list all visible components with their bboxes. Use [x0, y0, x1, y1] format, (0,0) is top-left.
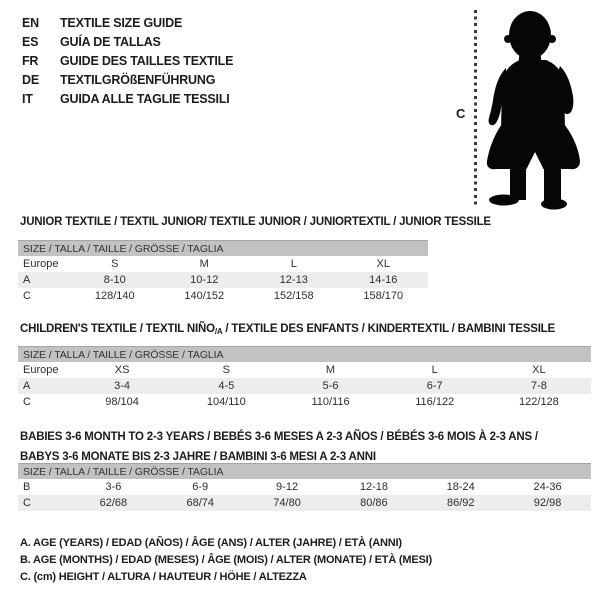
legend-footnotes — [20, 537, 432, 588]
title-text: / TEXTILE DES ENFANTS / KINDERTEXTIL / BAMBINI TESSILE — [222, 323, 555, 335]
language-code: FR — [22, 53, 39, 68]
cell: 116/122 — [415, 396, 455, 408]
title-text: CHILDREN'S TEXTILE / TEXTIL NIÑO — [20, 323, 215, 335]
cell: 14-16 — [369, 274, 398, 286]
language-row — [22, 70, 233, 89]
title-line-2: BABYS 3-6 MONATE BIS 2-3 JAHRE / BAMBINI 3-6 MESI A 2-3 ANNI — [20, 451, 376, 463]
cell: 3-6 — [105, 481, 122, 493]
language-code: DE — [22, 72, 39, 87]
children-size-table — [18, 346, 591, 410]
row-label: Europe — [23, 258, 59, 270]
title-subscript: /A — [214, 327, 223, 336]
cell: 122/128 — [519, 396, 559, 408]
language-row — [22, 32, 233, 51]
cell: 158/170 — [363, 290, 404, 302]
junior-size-table — [18, 240, 428, 304]
cell: 80/86 — [360, 497, 388, 509]
cell: M — [325, 364, 336, 376]
cell: 4-5 — [218, 380, 235, 392]
table-row-age — [18, 272, 428, 288]
toddler-silhouette-icon — [486, 8, 598, 210]
section-title-babies — [20, 427, 538, 467]
cell: 74/80 — [273, 497, 301, 509]
cell: XL — [376, 258, 390, 270]
cell: 152/158 — [273, 290, 314, 302]
section-title-junior: JUNIOR TEXTILE / TEXTIL JUNIOR/ TEXTILE JUNIOR / JUNIORTEXTIL / JUNIOR TESSILE — [20, 216, 491, 228]
cell: 6-9 — [192, 481, 209, 493]
language-row — [22, 51, 233, 70]
cell: XS — [114, 364, 130, 376]
row-label: Europe — [23, 364, 59, 376]
cell: 12-18 — [359, 481, 388, 493]
row-label: A — [23, 380, 31, 392]
babies-size-table — [18, 463, 591, 511]
cell: 5-6 — [322, 380, 339, 392]
language-row — [22, 89, 233, 108]
height-measure-label: C — [456, 106, 466, 121]
footnote-a: A. AGE (YEARS) / EDAD (AÑOS) / ÂGE (ANS) / ALTER (JAHRE) / ETÀ (ANNI) — [20, 537, 402, 549]
cell: 9-12 — [276, 481, 299, 493]
cell: S — [222, 364, 230, 376]
cell: 18-24 — [446, 481, 475, 493]
cell: 3-4 — [114, 380, 131, 392]
language-code: EN — [22, 15, 39, 30]
guide-title: GUÍA DE TALLAS — [60, 34, 161, 49]
cell: 8-10 — [103, 274, 126, 286]
language-row — [22, 13, 233, 32]
footnote-b: B. AGE (MONTHS) / EDAD (MESES) / ÂGE (MOIS) / ALTER (MONATE) / ETÀ (MESI) — [20, 554, 432, 566]
cell: 140/152 — [184, 290, 225, 302]
cell: 6-7 — [426, 380, 443, 392]
guide-title: GUIDE DES TAILLES TEXTILE — [60, 53, 234, 68]
cell: 92/98 — [533, 497, 562, 509]
size-header-band: SIZE / TALLA / TAILLE / GRÖSSE / TAGLIA — [18, 346, 591, 362]
guide-title: TEXTILE SIZE GUIDE — [60, 15, 183, 30]
cell: 10-12 — [190, 274, 219, 286]
cell: 128/140 — [94, 290, 135, 302]
language-code: ES — [22, 34, 39, 49]
cell: 110/116 — [311, 396, 350, 408]
cell: 104/110 — [206, 396, 246, 408]
row-label: A — [23, 274, 31, 286]
table-row-months — [18, 479, 591, 495]
cell: 12-13 — [279, 274, 308, 286]
cell: 62/68 — [99, 497, 128, 509]
size-header-band: SIZE / TALLA / TAILLE / GRÖSSE / TAGLIA — [18, 240, 428, 256]
size-header-band: SIZE / TALLA / TAILLE / GRÖSSE / TAGLIA — [18, 463, 591, 479]
table-row-europe — [18, 256, 428, 272]
table-row-europe — [18, 362, 591, 378]
guide-title: TEXTILGRÖßENFÜHRUNG — [60, 72, 216, 87]
cell: 68/74 — [186, 497, 214, 509]
cell: L — [290, 258, 297, 270]
table-row-height — [18, 495, 591, 511]
cell: S — [111, 258, 119, 270]
cell: 86/92 — [446, 497, 475, 509]
row-label: C — [23, 396, 31, 408]
row-label: C — [23, 497, 31, 509]
cell: XL — [532, 364, 546, 376]
title-line-1: BABIES 3-6 MONTH TO 2-3 YEARS / BEBÉS 3-6 MESES A 2-3 AÑOS / BÉBÉS 3-6 MOIS À 2-3 ANS / — [20, 431, 538, 443]
language-title-list — [22, 13, 233, 108]
cell: 98/104 — [105, 396, 139, 408]
row-label: C — [23, 290, 31, 302]
section-title-children — [20, 323, 555, 336]
table-row-age — [18, 378, 591, 394]
language-code: IT — [22, 91, 33, 106]
cell: L — [431, 364, 438, 376]
cell: M — [199, 258, 209, 270]
guide-title: GUIDA ALLE TAGLIE TESSILI — [60, 91, 230, 106]
table-row-height — [18, 394, 591, 410]
height-dashed-line — [474, 10, 477, 206]
footnote-c: C. (cm) HEIGHT / ALTURA / HAUTEUR / HÖHE / ALTEZZA — [20, 571, 307, 583]
table-row-height — [18, 288, 428, 304]
row-label: B — [23, 481, 31, 493]
cell: 24-36 — [533, 481, 562, 493]
cell: 7-8 — [530, 380, 547, 392]
